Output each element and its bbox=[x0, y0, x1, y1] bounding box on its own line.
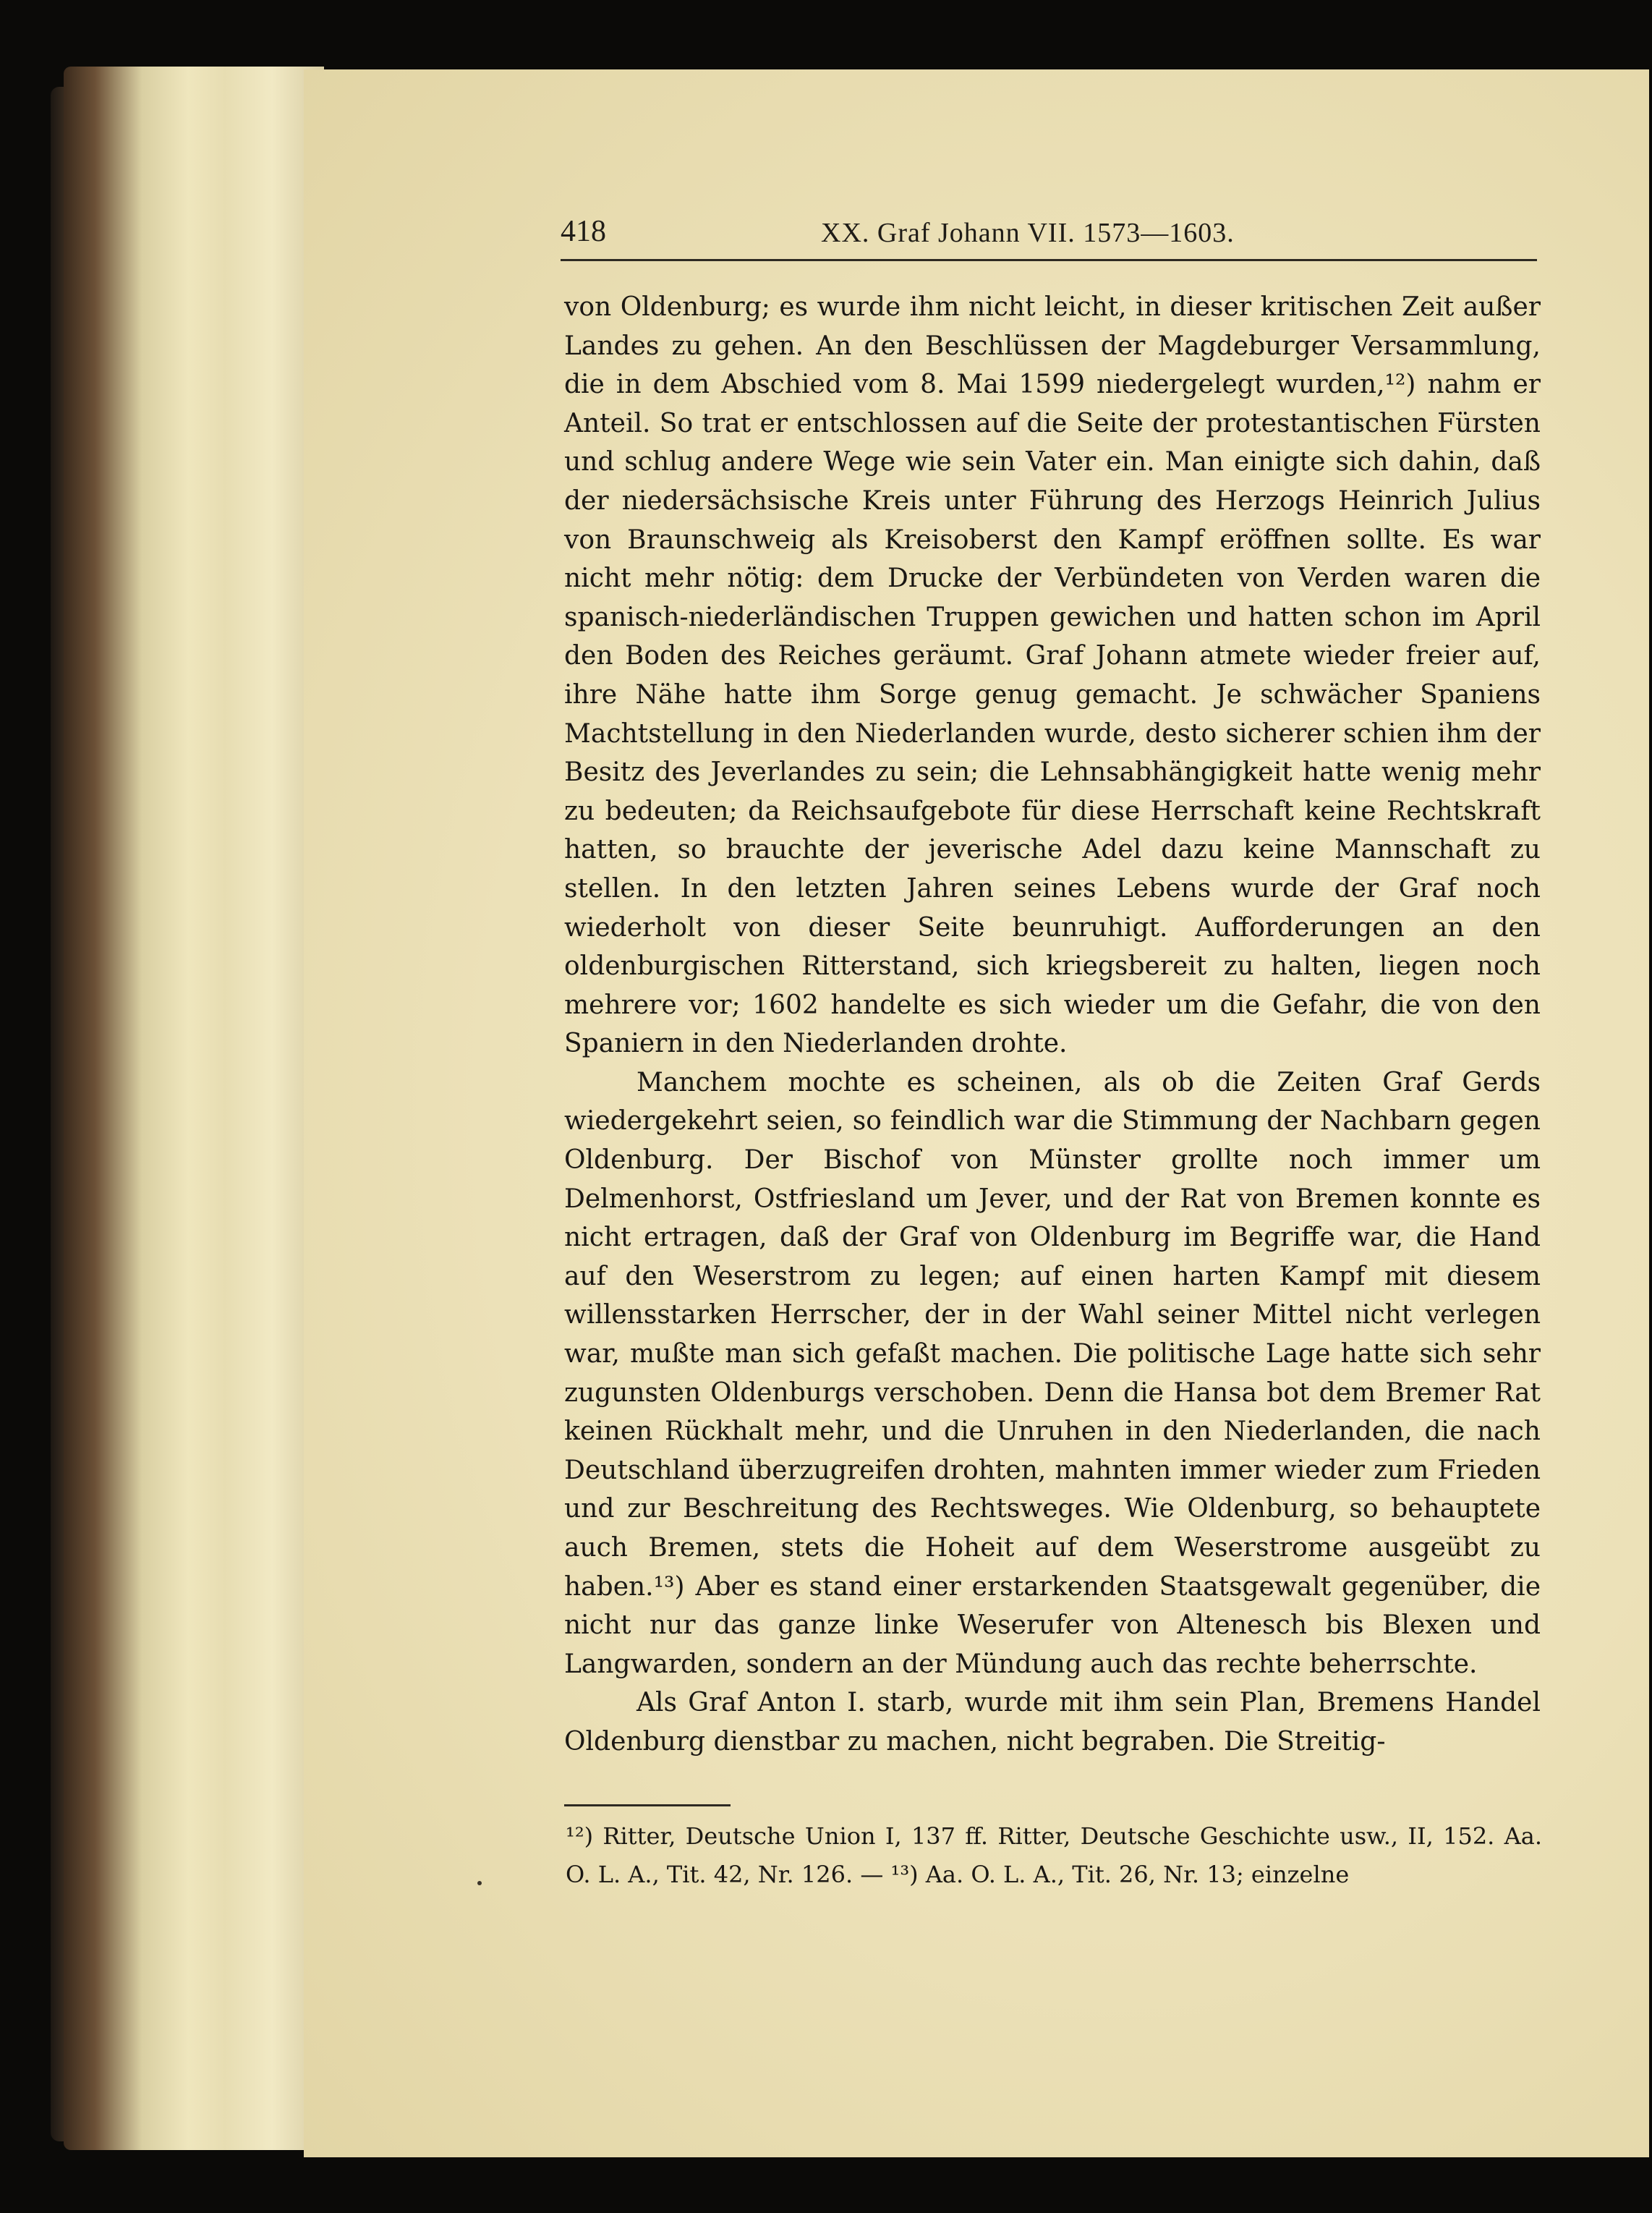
running-head: XX. Graf Johann VII. 1573—1603. bbox=[821, 218, 1235, 248]
paper-speck bbox=[477, 1881, 482, 1885]
paragraph: von Oldenburg; es wurde ihm nicht leicht, in dieser kritischen Zeit außer Landes zu gehen. An den Beschlüssen der Magdeburger Versammlung, die in dem Abschied vom 8. Mai 1599 niedergelegt wurden,¹²) nahm er Anteil. So trat er entschlossen auf die Seite der protestantischen Fürsten und schlug andere Wege wie sein Vater ein. Man einigte sich dahin, daß der niedersächsische Kreis unter Führung des Herzogs Heinrich Julius von Braunschweig als Kreisoberst den Kampf eröffnen sollte. Es war nicht mehr nötig: dem Drucke der Verbündeten von Verden waren die spanisch-niederländischen Truppen gewichen und hatten schon im April den Boden des Reiches geräumt. Graf Johann atmete wieder freier auf, ihre Nähe hatte ihm Sorge genug gemacht. Je schwächer Spaniens Machtstellung in den Niederlanden wurde, desto sicherer schien ihm der Besitz des Jeverlandes zu sein; die Lehnsabhängigkeit hatte wenig mehr zu bedeuten; da Reichsaufgebote für diese Herrschaft keine Rechtskraft hatten, so brauchte der jeverische Adel dazu keine Mannschaft zu stellen. In den letzten Jahren seines Lebens wurde der Graf noch wiederholt von dieser Seite beunruhigt. Aufforderungen an den oldenburgischen Ritterstand, sich kriegsbereit zu halten, liegen noch mehrere vor; 1602 handelte es sich wieder um die Gefahr, die von den Spaniern in den Niederlanden drohte. bbox=[564, 292, 1541, 1059]
body-text bbox=[564, 288, 1541, 1762]
footnotes bbox=[566, 1817, 1542, 1894]
page-edges bbox=[64, 67, 324, 2150]
footnote-rule bbox=[564, 1804, 731, 1806]
page-number: 418 bbox=[561, 215, 606, 248]
page-header bbox=[561, 208, 1537, 261]
paragraph: Als Graf Anton I. starb, wurde mit ihm sein Plan, Bremens Handel Oldenburg dienstbar zu machen, nicht begraben. Die Streitig- bbox=[564, 1688, 1541, 1757]
footnote: ¹²) Ritter, Deutsche Union I, 137 ff. Ritter, Deutsche Geschichte usw., II, 152. Aa. O. L. A., Tit. 42, Nr. 126. — ¹³) Aa. O. L. A., Tit. 26, Nr. 13; einzelne bbox=[566, 1822, 1542, 1888]
paragraph: Manchem mochte es scheinen, als ob die Zeiten Graf Gerds wiedergekehrt seien, so feindlich war die Stimmung der Nachbarn gegen Oldenburg. Der Bischof von Münster grollte noch immer um Delmenhorst, Ostfriesland um Jever, und der Rat von Bremen konnte es nicht ertragen, daß der Graf von Oldenburg im Begriffe war, die Hand auf den Weserstrom zu legen; auf einen harten Kampf mit diesem willensstarken Herrscher, der in der Wahl seiner Mittel nicht verlegen war, mußte man sich gefaßt machen. Die politische Lage hatte sich sehr zugunsten Oldenburgs verschoben. Denn die Hansa bot dem Bremer Rat keinen Rückhalt mehr, und die Unruhen in den Niederlanden, die nach Deutschland überzugreifen drohten, mahnten immer wieder zum Frieden und zur Beschreitung des Rechtsweges. Wie Oldenburg, so behauptete auch Bremen, stets die Hoheit auf dem Weserstrome ausgeübt zu haben.¹³) Aber es stand einer erstarkenden Staatsgewalt gegenüber, die nicht nur das ganze linke Weserufer von Altenesch bis Blexen und Langwarden, sondern an der Mündung auch das rechte beherrschte. bbox=[564, 1067, 1541, 1679]
